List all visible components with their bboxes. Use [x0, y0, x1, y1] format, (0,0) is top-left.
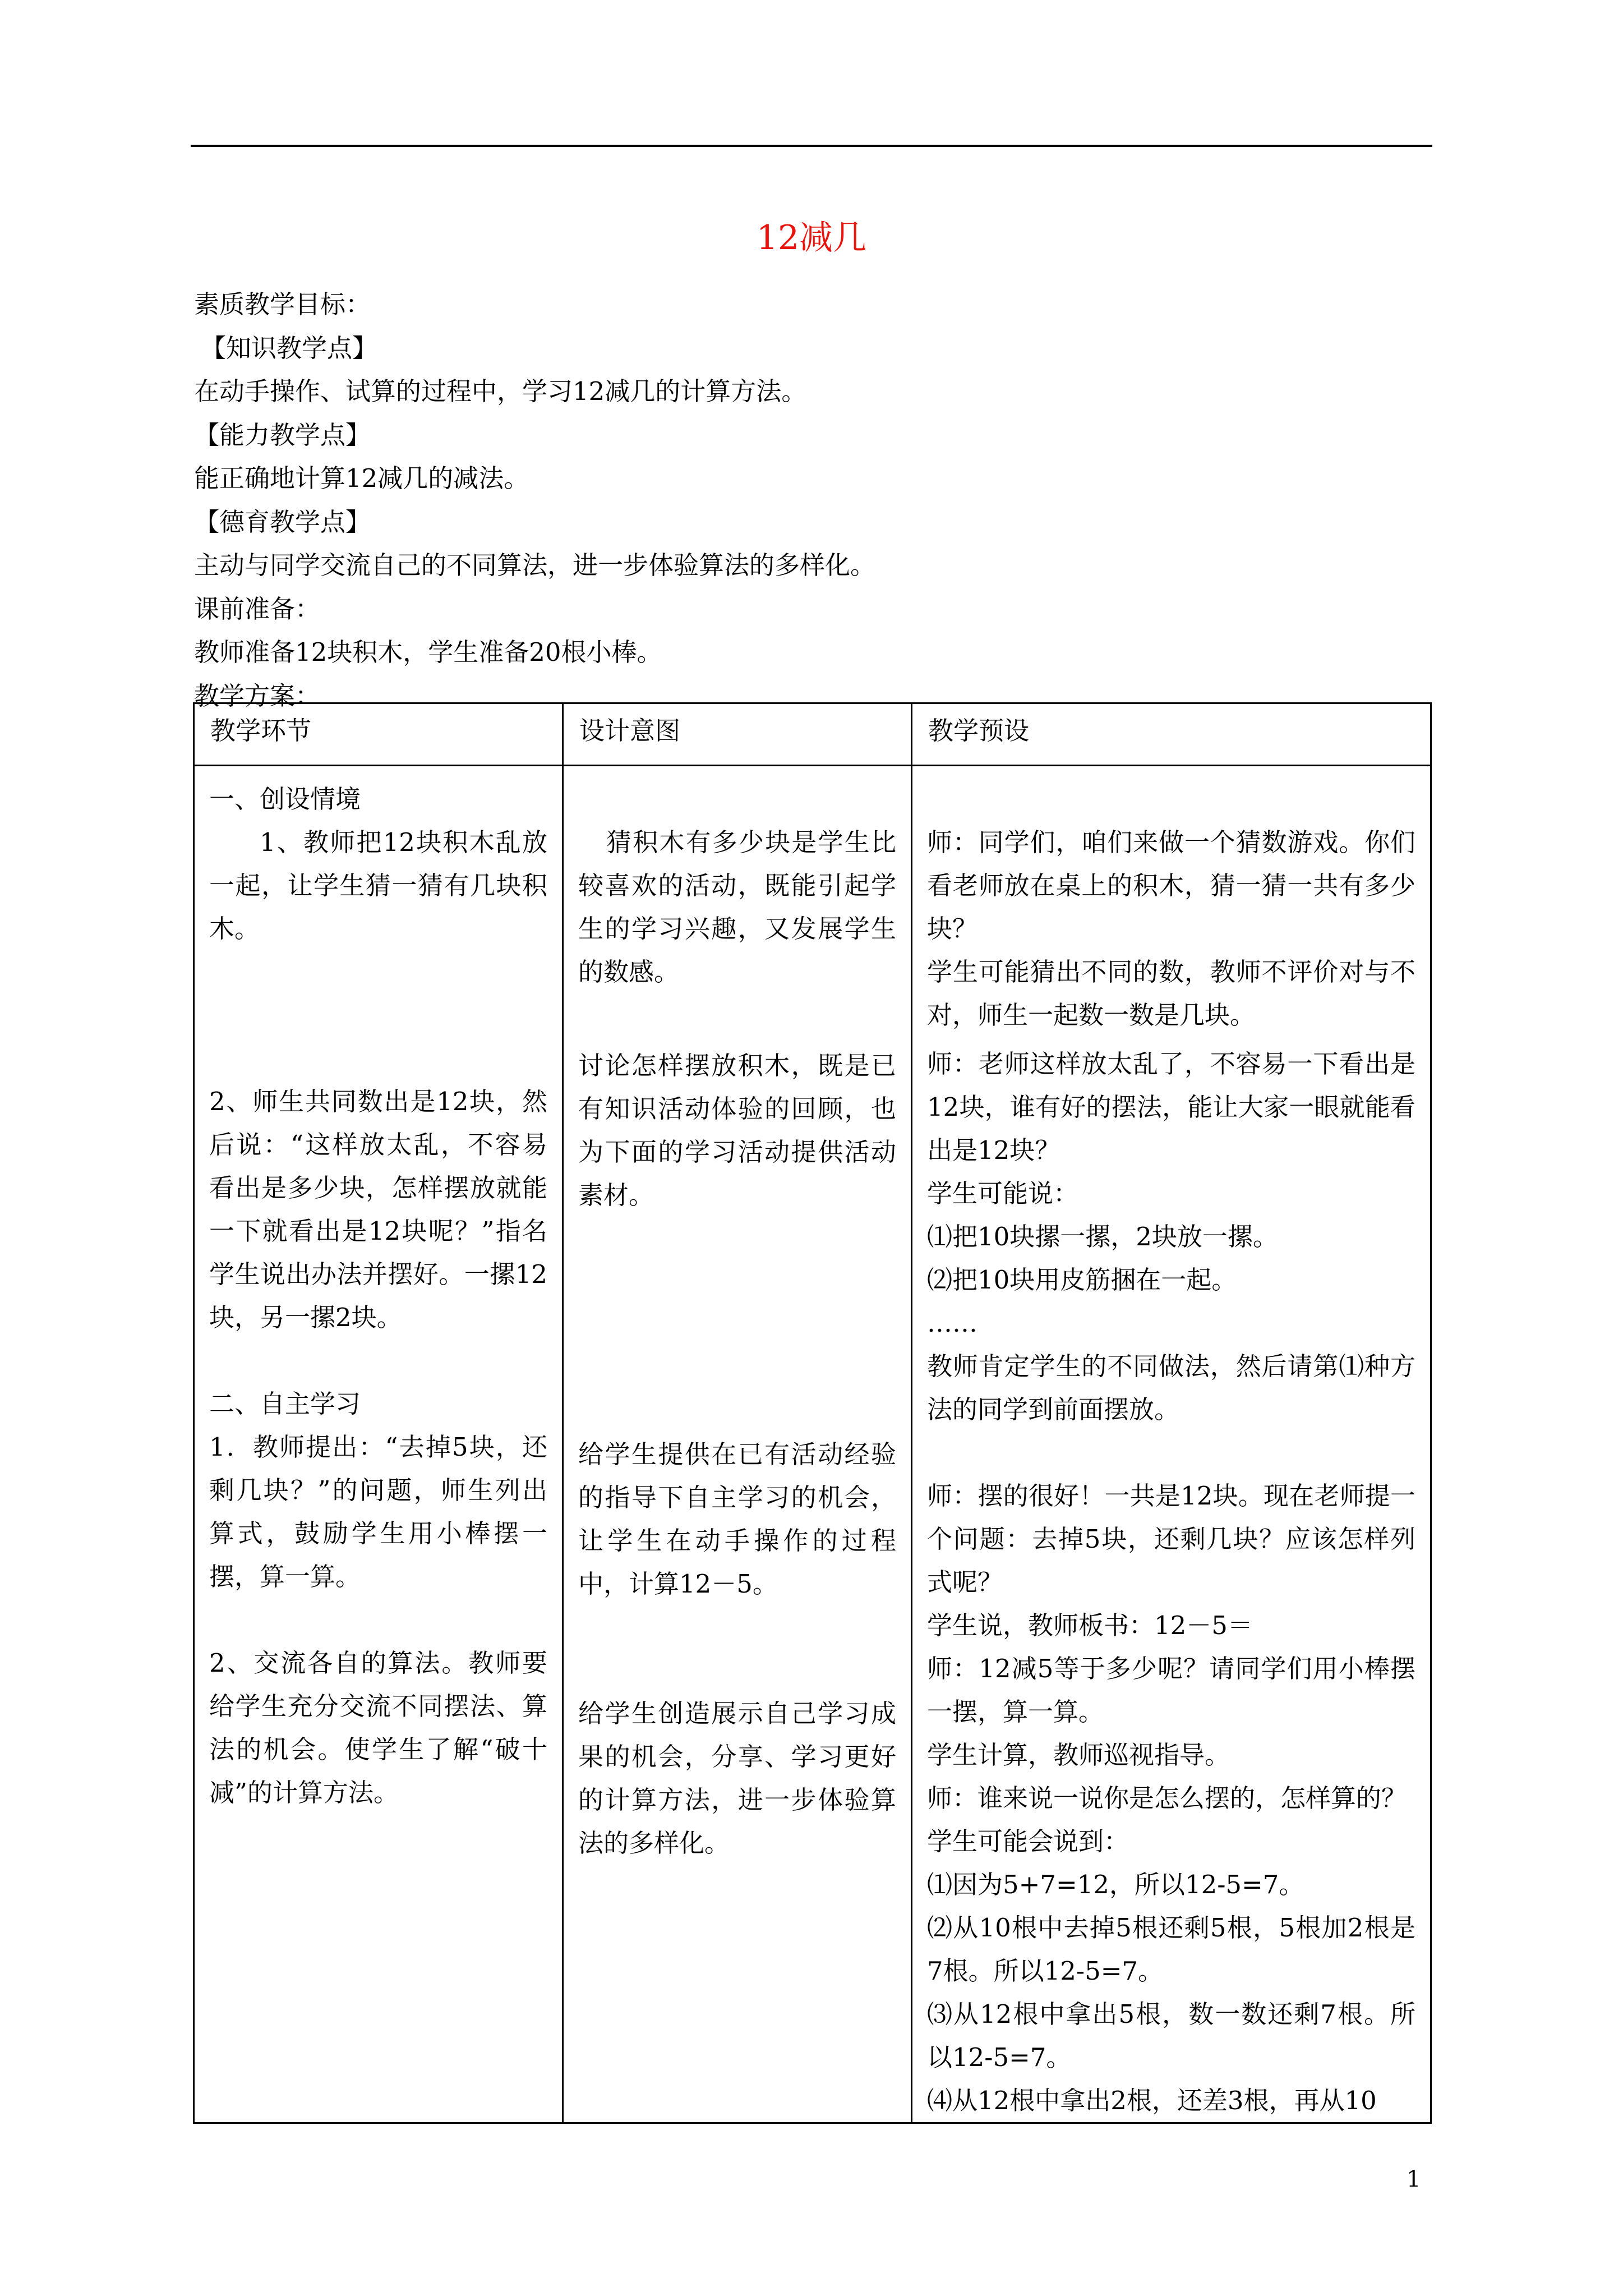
preset-text: 学生可能说：: [927, 1179, 1079, 1208]
intent-share-methods: 给学生创造展示自己学习成果的机会，分享、学习更好的计算方法，进一步体验算法的多样化。: [578, 1699, 896, 1858]
intent-self-study: 给学生提供在已有活动经验的指导下自主学习的机会，让学生在动手操作的过程中，计算12－5。: [578, 1439, 896, 1599]
cell-teaching-preset: [912, 766, 1431, 2123]
intro-plan-heading: 教学方案：: [194, 680, 321, 711]
preset-text: 师：摆的很好！一共是12块。现在老师提一个问题：去掉5块，还剩几块？应该怎样列式呢？: [927, 1481, 1415, 1597]
header-design-intent: 设计意图: [563, 703, 912, 766]
intro-knowledge-heading: 【知识教学点】: [201, 333, 378, 363]
section2-heading: 二、自主学习: [209, 1389, 361, 1419]
table-row: [194, 766, 1431, 2123]
page-number: 1: [1407, 2166, 1421, 2192]
intro-goals-heading: 素质教学目标：: [194, 289, 371, 319]
preset-text: ……: [927, 1308, 978, 1338]
preset-text: ⑵从10根中去掉5根还剩5根，5根加2根是7根。所以12-5=7。: [927, 1913, 1415, 1986]
preset-text: 师：谁来说一说你是怎么摆的，怎样算的？: [927, 1783, 1407, 1813]
intro-ability-heading: 【能力教学点】: [194, 420, 371, 450]
preset-text: 学生计算，教师巡视指导。: [927, 1740, 1230, 1770]
preset-text: ⑵把10块用皮筋捆在一起。: [927, 1265, 1237, 1295]
preset-text: 学生可能猜出不同的数，教师不评价对与不对，师生一起数一数是几块。: [927, 957, 1415, 1030]
section1-step1: 1、教师把12块积木乱放一起，让学生猜一猜有几块积木。: [209, 827, 547, 944]
preset-text: ⑶从12根中拿出5根，数一数还剩7根。所以12-5=7。: [927, 1999, 1415, 2072]
header-rule: [191, 145, 1432, 147]
intro-moral-text: 主动与同学交流自己的不同算法，进一步体验算法的多样化。: [194, 550, 876, 580]
preset-text: 师：12减5等于多少呢？请同学们用小棒摆一摆，算一算。: [927, 1654, 1415, 1727]
header-teaching-preset: 教学预设: [912, 703, 1431, 766]
cell-design-intent: [563, 766, 912, 2123]
header-teaching-stage: 教学环节: [194, 703, 563, 766]
section2-step1: 1．教师提出：“去掉5块，还剩几块？”的问题，师生列出算式，鼓励学生用小棒摆一摆，算一算。: [209, 1432, 547, 1591]
preset-text: 学生可能会说到：: [927, 1826, 1129, 1856]
preset-text: 师：同学们，咱们来做一个猜数游戏。你们看老师放在桌上的积木，猜一猜一共有多少块？: [927, 827, 1415, 944]
intro-prep-heading: 课前准备：: [194, 593, 321, 624]
section1-heading: 一、创设情境: [209, 784, 361, 814]
cell-teaching-stage: [194, 766, 563, 2123]
intro-prep-text: 教师准备12块积木，学生准备20根小棒。: [194, 637, 662, 667]
intent-arrange-blocks: 讨论怎样摆放积木，既是已有知识活动体验的回顾，也为下面的学习活动提供活动素材。: [578, 1051, 896, 1210]
intro-knowledge-text: 在动手操作、试算的过程中，学习12减几的计算方法。: [194, 376, 807, 406]
preset-text: 教师肯定学生的不同做法，然后请第⑴种方法的同学到前面摆放。: [927, 1351, 1415, 1424]
preset-text: ⑴因为5+7=12，所以12-5=7。: [927, 1870, 1304, 1899]
intent-guess-blocks: 猜积木有多少块是学生比较喜欢的活动，既能引起学生的学习兴趣，又发展学生的数感。: [578, 827, 896, 987]
preset-text: ⑷从12根中拿出2根，还差3根，再从10: [927, 2086, 1377, 2115]
preset-text: 学生说，教师板书：12－5＝: [927, 1611, 1253, 1640]
page-title: 12减几: [756, 218, 867, 257]
intro-ability-text: 能正确地计算12减几的减法。: [194, 463, 529, 493]
section1-step2: 2、师生共同数出是12块，然后说：“这样放太乱，不容易看出是多少块，怎样摆放就能一下就看出是12块呢？”指名学生说出办法并摆好。一摞12块，另一摞2块。: [209, 1087, 547, 1332]
section2-step2: 2、交流各自的算法。教师要给学生充分交流不同摆法、算法的机会。使学生了解“破十减”的计算方法。: [209, 1648, 547, 1807]
table-header-row: [194, 703, 1431, 766]
intro-section: [194, 283, 1428, 717]
preset-text: 师：老师这样放太乱了，不容易一下看出是12块，谁有好的摆法，能让大家一眼就能看出是12块？: [927, 1049, 1415, 1165]
intro-moral-heading: 【德育教学点】: [194, 507, 371, 537]
teaching-plan-table: [193, 702, 1432, 2124]
preset-text: ⑴把10块摞一摞，2块放一摞。: [927, 1222, 1278, 1251]
